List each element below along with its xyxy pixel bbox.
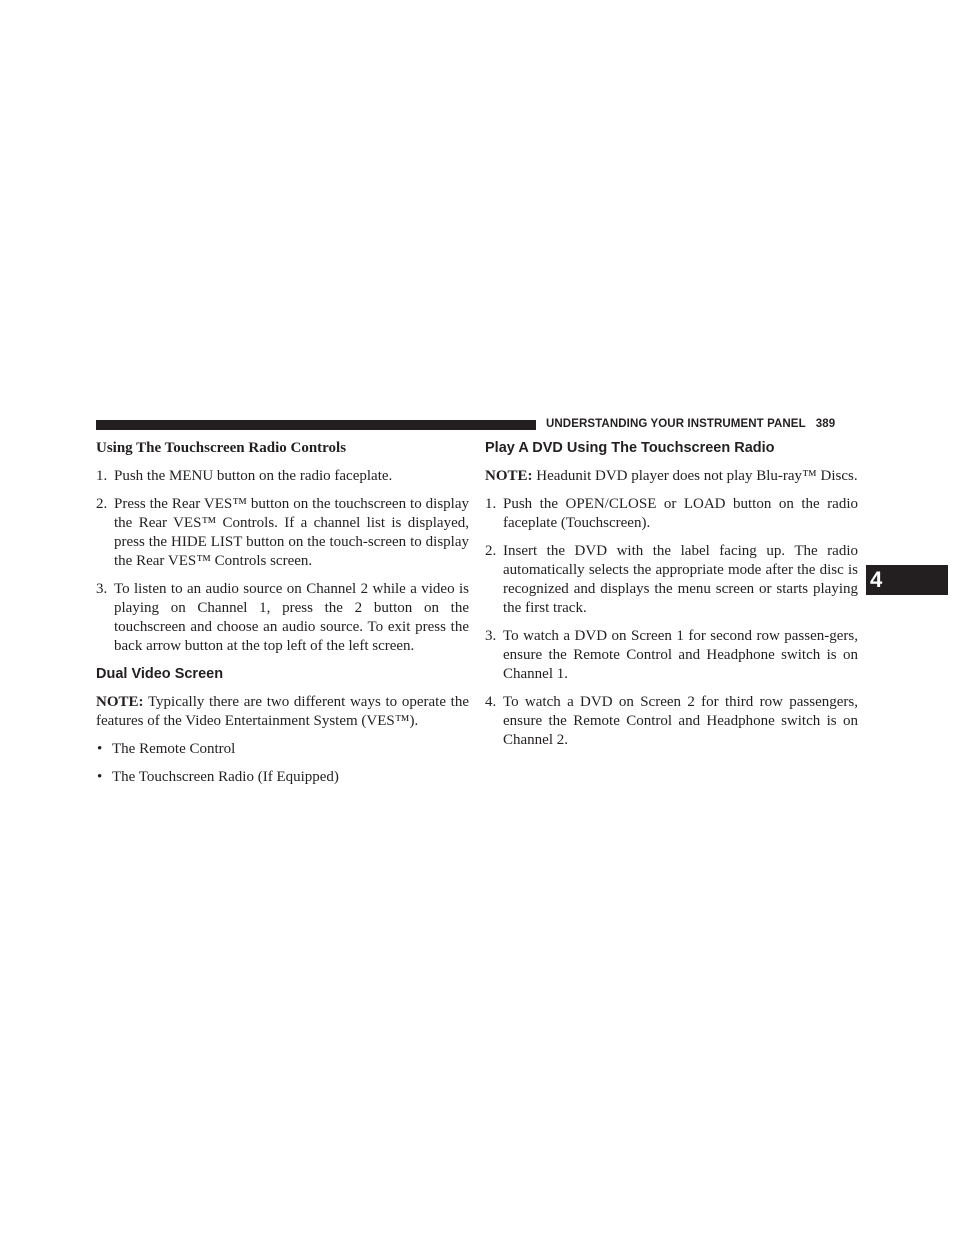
note-text: Headunit DVD player does not play Blu-ray™ Discs. xyxy=(536,468,858,484)
heading-play-dvd: Play A DVD Using The Touchscreen Radio xyxy=(485,440,775,456)
list-item: 2. Press the Rear VES™ button on the touchscreen to display the Rear VES™ Controls. If a channel list is displayed, press the HIDE LIST button on the touch-screen to display the Rear VES™ Controls screen. xyxy=(96,496,469,569)
running-header xyxy=(546,418,835,430)
list-item: 4. To watch a DVD on Screen 2 for third row passengers, ensure the Remote Control and Headphone switch is on Channel 2. xyxy=(485,694,858,748)
note-label: NOTE: xyxy=(485,468,533,484)
right-column xyxy=(485,436,858,759)
heading-touchscreen-controls: Using The Touchscreen Radio Controls xyxy=(96,440,347,456)
list-item: 2. Insert the DVD with the label facing up. The radio automatically selects the appropriate mode after the disc is recognized and displays the menu screen or starts playing the first track. xyxy=(485,543,858,616)
control-methods-list xyxy=(96,740,469,787)
note-paragraph xyxy=(485,467,858,486)
header-rule xyxy=(96,420,536,430)
list-item: 3. To watch a DVD on Screen 1 for second row passen-gers, ensure the Remote Control and Headphone switch is on Channel 1. xyxy=(485,628,858,682)
note-label: NOTE: xyxy=(96,694,144,710)
list-item: 3. To listen to an audio source on Channel 2 while a video is playing on Channel 1, press the 2 button on the touchscreen and choose an audio source. To exit press the back arrow button at the top left of the left screen. xyxy=(96,581,469,654)
chapter-tab: 4 xyxy=(866,565,948,595)
left-column xyxy=(96,436,469,796)
list-item: • The Touchscreen Radio (If Equipped) xyxy=(97,769,339,785)
dvd-steps xyxy=(485,495,858,750)
section-title: UNDERSTANDING YOUR INSTRUMENT PANEL xyxy=(546,418,806,430)
list-item: 1. Push the MENU button on the radio faceplate. xyxy=(96,468,393,484)
heading-dual-video-screen: Dual Video Screen xyxy=(96,666,224,682)
note-text: Typically there are two different ways to operate the features of the Video Entertainment System (VES™). xyxy=(96,694,469,729)
bullet-icon: • xyxy=(97,741,103,757)
bullet-icon: • xyxy=(97,769,103,785)
controls-steps xyxy=(96,467,469,656)
list-item: 1. Push the OPEN/CLOSE or LOAD button on the radio faceplate (Touchscreen). xyxy=(485,496,858,531)
list-item: • The Remote Control xyxy=(97,741,236,757)
note-paragraph xyxy=(96,693,469,731)
page-number: 389 xyxy=(815,418,836,430)
